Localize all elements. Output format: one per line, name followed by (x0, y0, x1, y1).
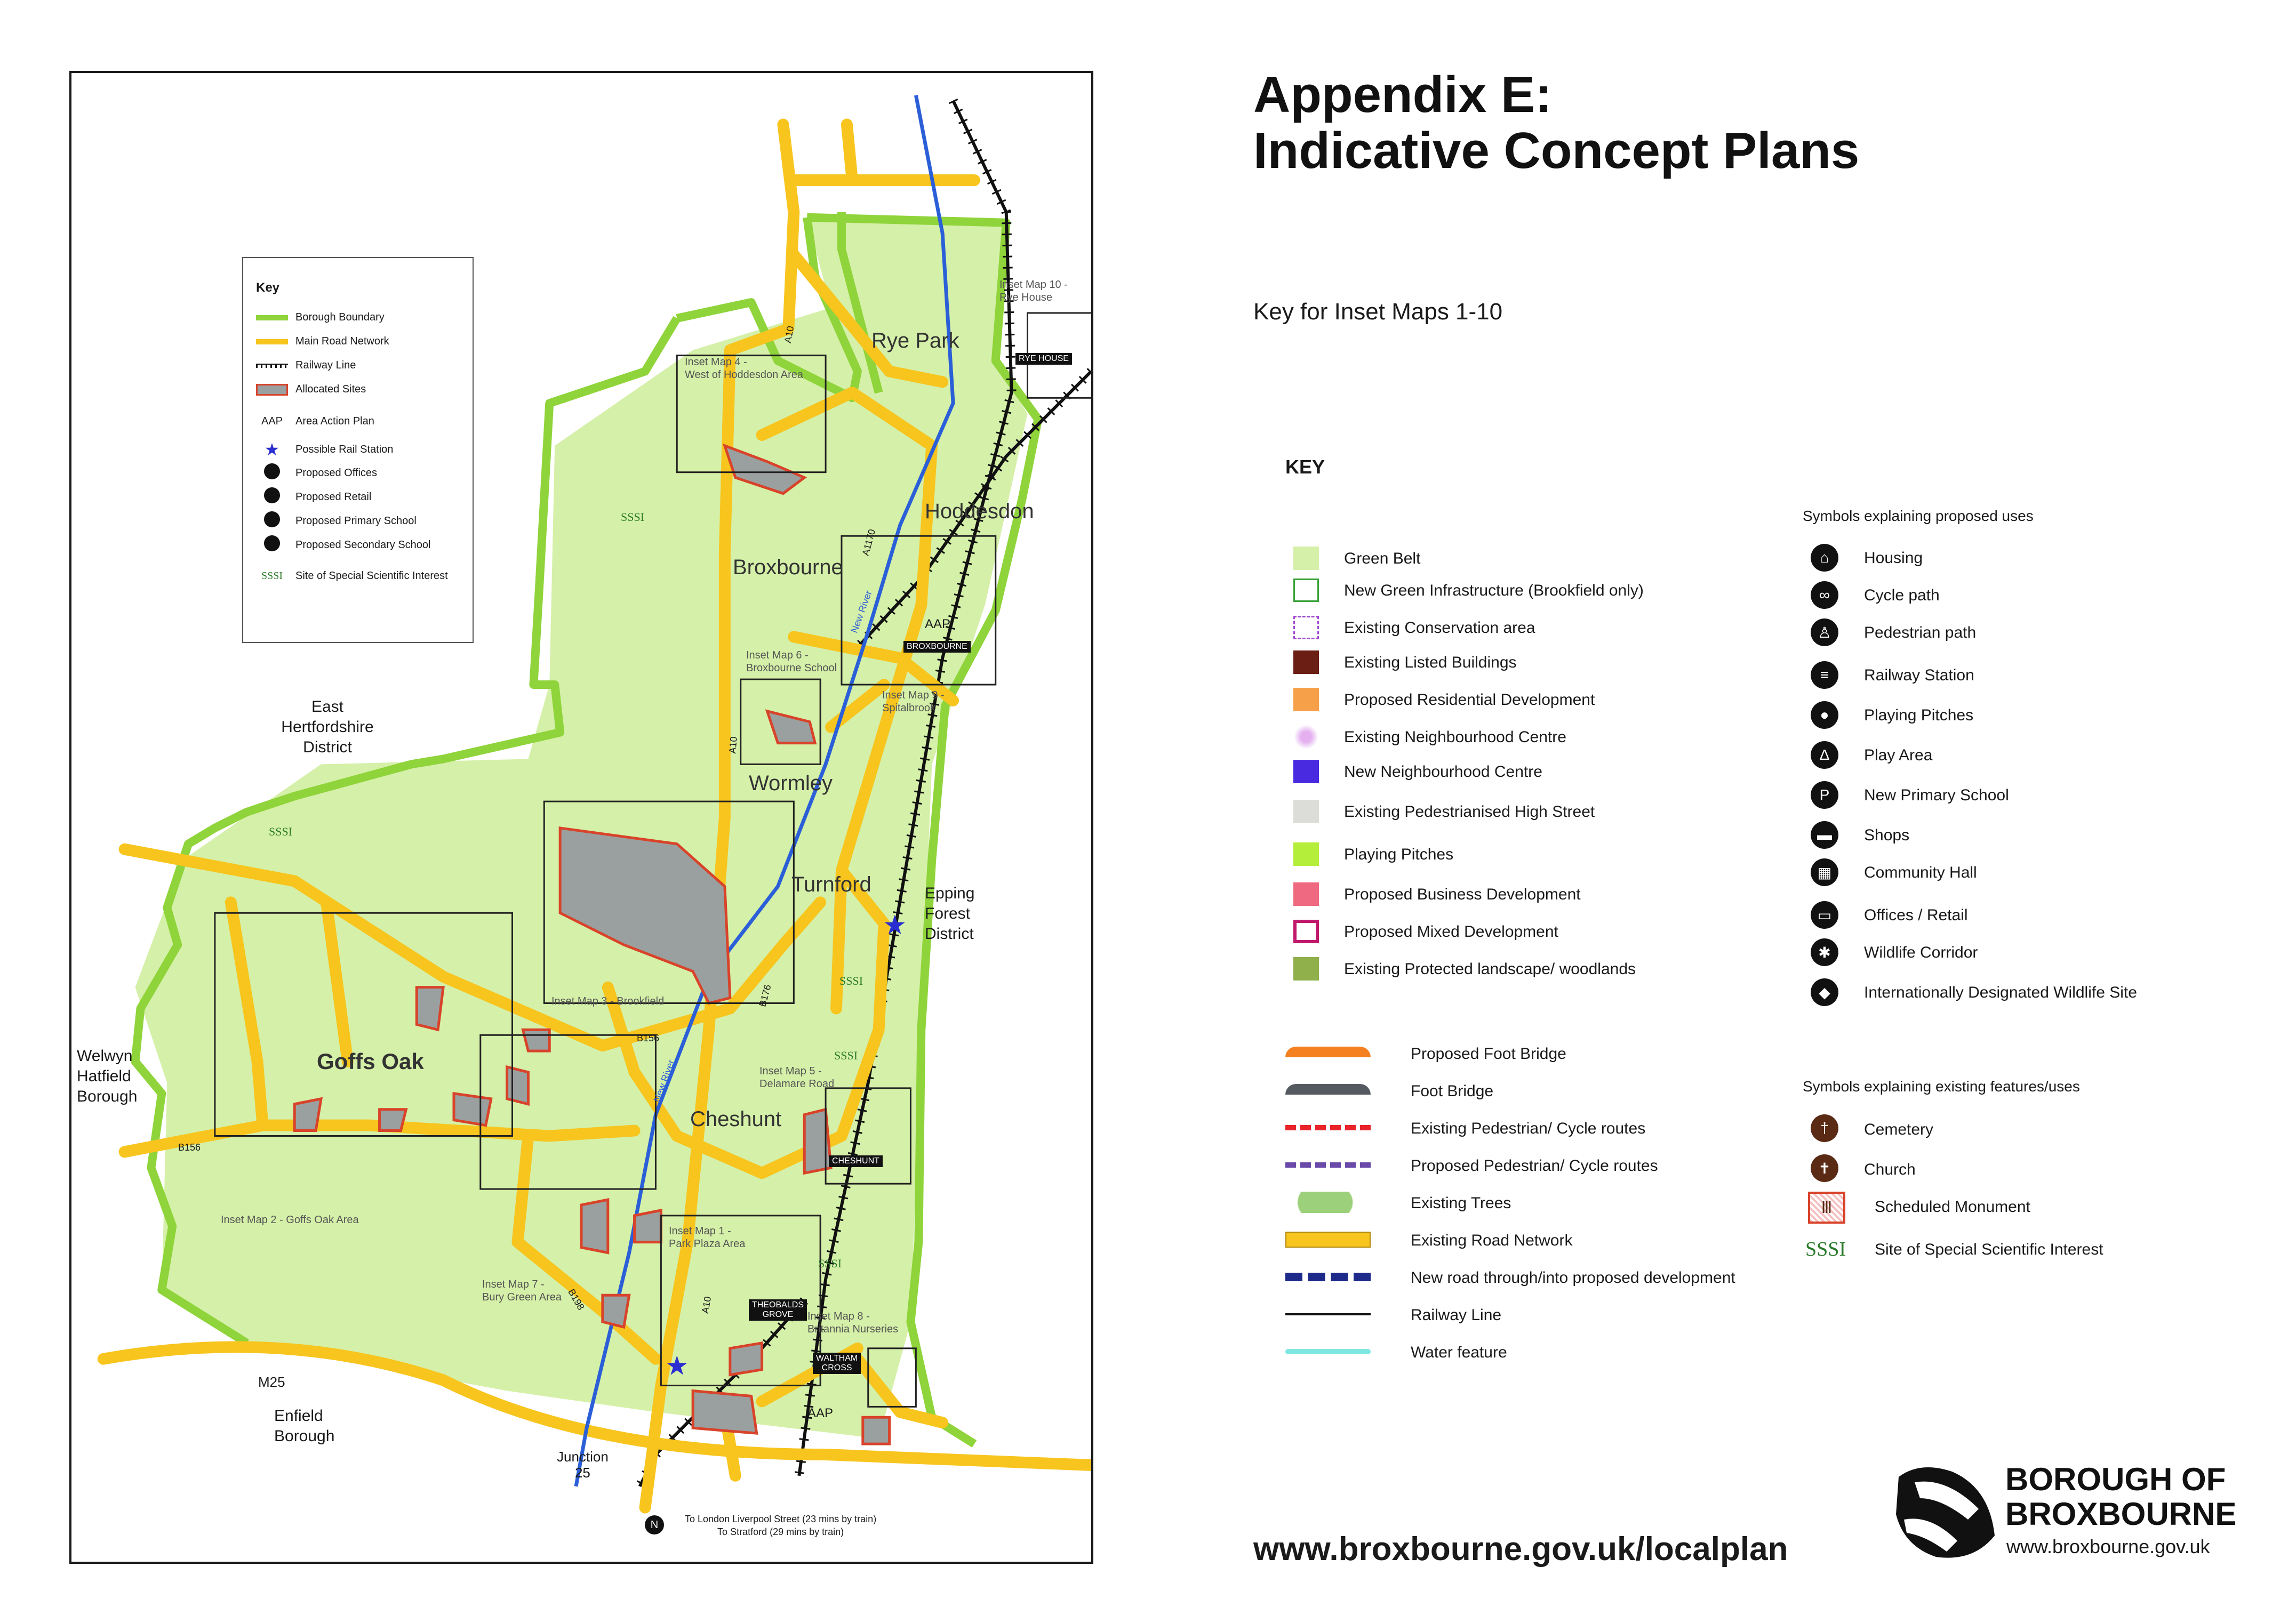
line-label: Existing Trees (1411, 1194, 1511, 1212)
label-new-river-2: New River (651, 1058, 677, 1104)
proposed-label: Housing (1864, 549, 1923, 567)
map-key-heading: Key (256, 280, 280, 295)
label-new-river: New River (849, 589, 874, 634)
map-key-label: Proposed Retail (295, 491, 372, 503)
sssi-label-5: SSSI (818, 1257, 842, 1270)
label-b156: B156 (637, 1033, 660, 1043)
line-swatch (1285, 1232, 1371, 1248)
proposed-label: New Primary School (1864, 786, 2009, 804)
proposed-label: Wildlife Corridor (1864, 944, 1978, 961)
shops-icon: ▬ (1811, 821, 1838, 849)
inset-label-10: Inset Map 10 - Rye House (999, 279, 1068, 303)
map-key-label: Proposed Primary School (295, 515, 417, 527)
station-broxbourne: BROXBOURNE (903, 641, 971, 653)
map-key-label: Possible Rail Station (295, 443, 394, 455)
aap-label-south: AAP (807, 1406, 834, 1420)
proposed-label: Play Area (1864, 746, 1933, 764)
town-goffs-oak: Goffs Oak (317, 1049, 424, 1074)
label-junction: Junction 25 (557, 1449, 609, 1481)
sssi-abbr: SSSI (261, 570, 283, 582)
possible-rail-station-star-south: ★ (665, 1351, 689, 1381)
railway-station-icon: ≡ (1811, 661, 1838, 689)
possible-rail-station-star: ★ (883, 910, 907, 941)
map-key-label: Area Action Plan (295, 415, 374, 427)
cycle-path-icon: ∞ (1811, 581, 1838, 609)
line-swatch (1285, 1162, 1371, 1168)
proposed-label: Shops (1864, 826, 1910, 844)
district-welwyn: Welwyn Hatfield Borough (77, 1047, 138, 1105)
area-label: Proposed Mixed Development (1344, 923, 1558, 941)
inset-label-4: Inset Map 4 - West of Hoddesdon Area (685, 356, 803, 381)
existing-label: Church (1864, 1161, 1916, 1178)
label-b156-west: B156 (178, 1142, 201, 1153)
london-note: To London Liverpool Street (23 mins by train) To Stratford (29 mins by train) (685, 1514, 877, 1537)
map-key-label: Site of Special Scientific Interest (295, 570, 448, 582)
area-label: Green Belt (1344, 550, 1421, 567)
area-label: New Neighbourhood Centre (1344, 763, 1542, 781)
line-swatch (1285, 1125, 1371, 1130)
area-swatch (1293, 688, 1319, 711)
map-key-label: Allocated Sites (295, 383, 366, 395)
town-wormley: Wormley (749, 772, 833, 795)
area-label: Existing Neighbourhood Centre (1344, 728, 1566, 746)
existing-label: Scheduled Monument (1875, 1198, 2030, 1216)
town-rye-park: Rye Park (871, 329, 959, 352)
proposed-label: Cycle path (1864, 586, 1940, 604)
star-icon: ★ (264, 440, 280, 459)
station-waltham: WALTHAM CROSS (813, 1353, 861, 1374)
badger-icon (1888, 1456, 2000, 1568)
area-label: Existing Pedestrianised High Street (1344, 803, 1595, 821)
aap-abbr: AAP (261, 415, 283, 427)
play-area-icon: Δ (1811, 741, 1838, 769)
label-a1170: A1170 (860, 528, 878, 557)
line-label: Existing Road Network (1411, 1232, 1573, 1249)
inset-label-6: Inset Map 6 - Broxbourne School (746, 649, 837, 674)
sssi-label-2: SSSI (269, 825, 293, 838)
line-swatch (1285, 1313, 1371, 1315)
logo-url[interactable]: www.broxbourne.gov.uk (2006, 1536, 2210, 1557)
area-label: Proposed Business Development (1344, 886, 1581, 903)
line-label: Proposed Foot Bridge (1411, 1045, 1566, 1063)
scheduled-monument-icon: Ⅲ (1808, 1192, 1845, 1224)
area-swatch (1293, 650, 1319, 674)
offices-retail-icon: ▭ (1811, 901, 1838, 929)
inset-label-1: Inset Map 1 - Park Plaza Area (669, 1225, 746, 1250)
logo-line1: BOROUGH OF (2005, 1461, 2226, 1497)
existing-label: Cemetery (1864, 1121, 1934, 1138)
sssi-icon: SSSI (1805, 1238, 1846, 1260)
district-enfield: Enfield Borough (274, 1407, 335, 1445)
area-label: Existing Protected landscape/ woodlands (1344, 960, 1636, 978)
line-swatch (1285, 1192, 1371, 1213)
footer-url[interactable]: www.broxbourne.gov.uk/localplan (1253, 1531, 1788, 1568)
station-cheshunt: CHESHUNT (829, 1155, 883, 1167)
line-label: Foot Bridge (1411, 1082, 1494, 1100)
pedestrian-path-icon: ♙ (1811, 618, 1838, 646)
town-cheshunt: Cheshunt (690, 1107, 782, 1131)
line-swatch (1285, 1047, 1371, 1057)
label-a10: A10 (782, 325, 796, 344)
area-swatch (1293, 842, 1319, 866)
map-key-label: Main Road Network (295, 335, 389, 347)
area-swatch (1293, 725, 1319, 749)
town-hoddesdon: Hoddesdon (925, 500, 1034, 523)
area-swatch (1293, 800, 1319, 823)
area-swatch (1293, 882, 1319, 906)
wildlife-corridor-icon: ✱ (1811, 938, 1838, 966)
map-key-label: Proposed Offices (295, 467, 378, 479)
sssi-label-1: SSSI (621, 510, 645, 524)
cemetery-icon: † (1811, 1114, 1838, 1142)
proposed-label: Offices / Retail (1864, 906, 1968, 924)
proposed-label: Community Hall (1864, 864, 1977, 881)
label-a10-south: A10 (699, 1295, 714, 1314)
line-label: New road through/into proposed development (1411, 1269, 1735, 1287)
church-icon: ✝ (1811, 1154, 1838, 1182)
housing-icon: ⌂ (1811, 544, 1838, 572)
sssi-label-4: SSSI (834, 1049, 858, 1062)
key-subtitle: Key for Inset Maps 1-10 (1253, 299, 1503, 325)
inset-label-7: Inset Map 7 - Bury Green Area (482, 1279, 562, 1303)
area-label: Proposed Residential Development (1344, 691, 1595, 709)
line-swatch (1285, 1273, 1371, 1281)
area-label: Playing Pitches (1344, 846, 1454, 863)
community-hall-icon: ▦ (1811, 858, 1838, 886)
map-key-label: Borough Boundary (295, 311, 385, 323)
label-m25: M25 (258, 1374, 285, 1390)
line-swatch (1285, 1349, 1371, 1354)
label-b176: B176 (757, 983, 773, 1008)
north-arrow-icon: N (645, 1515, 664, 1534)
area-swatch (1293, 760, 1319, 783)
label-b198: B198 (566, 1287, 587, 1312)
logo-line2: BROXBOURNE (2005, 1496, 2237, 1532)
area-label: Existing Listed Buildings (1344, 654, 1517, 671)
map-key-label: Railway Line (295, 359, 356, 371)
borough-logo (1888, 1450, 2237, 1573)
playing-pitches-icon: ● (1811, 701, 1838, 729)
area-label: New Green Infrastructure (Brookfield only) (1344, 582, 1644, 599)
page-title-line1: Appendix E: (1253, 66, 1553, 123)
line-label: Water feature (1411, 1344, 1507, 1361)
existing-label: Site of Special Scientific Interest (1875, 1241, 2103, 1258)
area-swatch (1293, 579, 1319, 602)
proposed-heading: Symbols explaining proposed uses (1803, 508, 2034, 524)
line-label: Railway Line (1411, 1306, 1502, 1324)
town-broxbourne: Broxbourne (733, 556, 843, 579)
proposed-label: Playing Pitches (1864, 706, 1974, 724)
proposed-label: Railway Station (1864, 666, 1974, 684)
proposed-label: Internationally Designated Wildlife Site (1864, 984, 2137, 1001)
label-a10-mid: A10 (727, 736, 739, 754)
town-turnford: Turnford (791, 873, 871, 896)
area-swatch (1293, 920, 1319, 943)
proposed-label: Pedestrian path (1864, 624, 1977, 641)
station-theobalds: THEOBALDS GROVE (749, 1299, 807, 1321)
inset-label-3: Inset Map 3 - Brookfield (551, 995, 665, 1007)
line-label: Proposed Pedestrian/ Cycle routes (1411, 1157, 1658, 1175)
line-swatch (1285, 1084, 1371, 1095)
legend-heading: KEY (1285, 456, 1325, 478)
wildlife-site-icon: ◆ (1811, 978, 1838, 1006)
area-swatch (1293, 616, 1319, 639)
inset-label-2: Inset Map 2 - Goffs Oak Area (221, 1214, 359, 1226)
inset-label-5: Inset Map 5 - Delamare Road (759, 1065, 835, 1090)
area-swatch (1293, 957, 1319, 981)
aap-label-north: AAP (925, 617, 951, 631)
page-title-line2: Indicative Concept Plans (1253, 122, 1860, 179)
line-label: Existing Pedestrian/ Cycle routes (1411, 1120, 1646, 1137)
district-east-herts: East Hertfordshire District (281, 698, 374, 756)
sssi-label-3: SSSI (839, 974, 863, 987)
area-label: Existing Conservation area (1344, 619, 1535, 637)
station-rye-house: RYE HOUSE (1015, 353, 1072, 365)
existing-heading: Symbols explaining existing features/uses (1803, 1078, 2080, 1095)
inset-label-8: Inset Map 8 - Britannia Nurseries (807, 1311, 899, 1335)
area-swatch (1293, 547, 1319, 570)
district-epping: Epping Forest District (925, 885, 975, 943)
new-primary-school-icon: P (1811, 781, 1838, 809)
inset-label-9: Inset Map 9 - Spitalbrook (882, 689, 945, 714)
map-key-label: Proposed Secondary School (295, 539, 431, 551)
